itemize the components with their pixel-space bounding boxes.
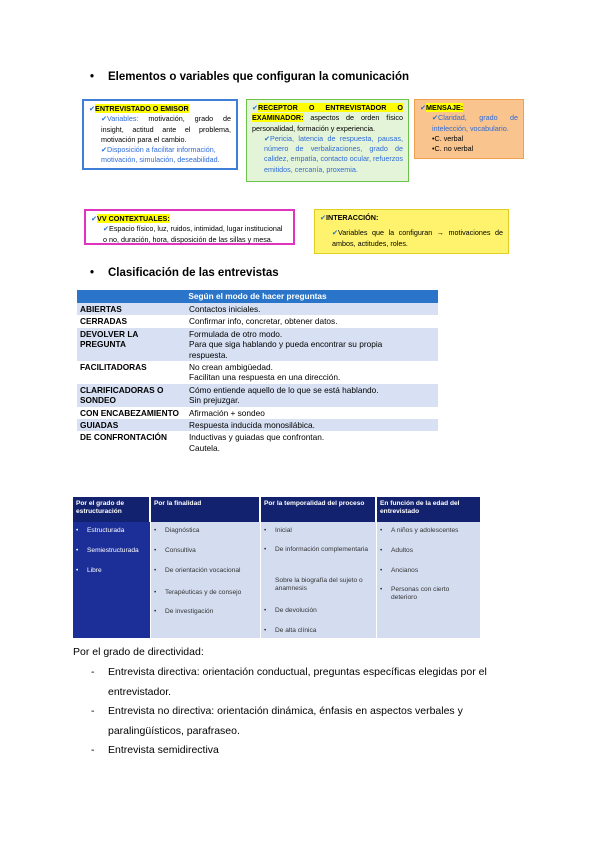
column-estructuracion [73, 497, 151, 638]
column-header: Por la finalidad [151, 497, 260, 522]
row-key: ABIERTAS [77, 303, 186, 315]
row-key: GUIADAS [77, 419, 186, 431]
directividad-item-2: Entrevista no directiva: orientación dinámica, énfasis en aspectos verbales y paralingüísticos, parafraseo. [108, 705, 463, 737]
dash-bullet: - [91, 666, 95, 678]
bullet-dot: • [90, 71, 95, 83]
row-value-line: Cautela. [189, 442, 220, 453]
check-icon: ✔ [101, 114, 108, 124]
list-item: • De alta clínica [264, 627, 317, 634]
bullet-dot: • [154, 567, 157, 574]
check-icon: ✔ [91, 214, 98, 223]
row-value-line: Formulada de otro modo. [189, 328, 283, 339]
row-value-line: Cómo entiende aquello de lo que se está hablando. [189, 384, 379, 395]
check-icon: ✔ [264, 133, 271, 143]
section-heading-clasificacion: • Clasificación de las entrevistas [90, 267, 279, 279]
row-value [186, 328, 438, 361]
box-contextuales-line1: ✔Espacio físico, luz, ruidos, intimidad, lugar institucional o no, duración, hora, disposición de las sillas y mesa. [103, 224, 283, 244]
column-temporalidad [261, 497, 377, 638]
bullet-dot: • [264, 627, 267, 634]
row-value-line: Respuesta inducida monosilábica. [189, 420, 315, 431]
box-mensaje-title: ✔MENSAJE: [420, 103, 464, 112]
box-entrevistado [82, 99, 238, 170]
directividad-item-3: Entrevista semidirectiva [108, 744, 219, 756]
list-item: • Inicial [264, 527, 292, 534]
check-icon: ✔ [432, 113, 439, 123]
list-item: • A niños y adolescentes [380, 527, 459, 534]
row-key: CON ENCABEZAMIENTO [77, 407, 186, 419]
row-value [186, 407, 438, 419]
box-mensaje [414, 99, 524, 159]
column-header: En función de la edad del entrevistado [377, 497, 480, 522]
check-icon: ✔ [320, 213, 327, 222]
dash-bullet: - [91, 744, 95, 756]
row-key: FACILITADORAS [77, 361, 186, 384]
row-key: CERRADAS [77, 315, 186, 327]
box-mensaje-line2: •C. verbal [432, 133, 464, 143]
bullet-dot: • [380, 527, 383, 534]
row-value-line: respuesta. [189, 349, 228, 360]
bullet-dot: • [76, 547, 79, 554]
bullet-dot: • [76, 527, 79, 534]
box-receptor-line2: ✔Pericia, latencia de respuesta, pausas, número de verbalizaciones, grado de calidez, empatía, contacto ocular, refuerzos emitidos, cercanía, proxemia. [264, 133, 403, 174]
list-item: • Semiestructurada [76, 547, 139, 554]
box-contextuales-title: ✔VV CONTEXTUALES: [91, 214, 170, 223]
table-row [77, 407, 438, 419]
row-value-line: Para que siga hablando y pueda encontrar su propia [189, 339, 383, 350]
list-item: • Consultiva [154, 547, 196, 554]
box-contextuales [84, 209, 295, 245]
box-entrevistado-line1: ✔Variables: motivación, grado de insight, actitud ante el problema, motivación para el cambio. [101, 114, 231, 144]
list-item: • Libre [76, 567, 102, 574]
box-interaccion-title: ✔INTERACCIÓN: [320, 213, 379, 222]
directividad-intro: Por el grado de directividad: [73, 646, 204, 658]
list-item: • Terapéuticas y de consejo [154, 589, 242, 596]
box-mensaje-line1: ✔Claridad, grado de intelección, vocabulario. [432, 113, 518, 133]
row-value [186, 315, 438, 327]
list-item: • De información complementaria [264, 546, 369, 553]
column-edad [377, 497, 480, 638]
box-interaccion [314, 209, 509, 254]
check-icon: ✔ [89, 104, 96, 113]
list-item: • Personas con cierto deterioro [380, 586, 450, 602]
table-row [77, 328, 438, 361]
list-item: • Ancianos [380, 567, 419, 574]
bullet-dot: • [380, 567, 383, 574]
table-row [77, 419, 438, 431]
row-value-line: Confirmar info, concretar, obtener datos. [189, 316, 338, 327]
row-value [186, 303, 438, 315]
check-icon: ✔ [420, 103, 427, 112]
list-item: • De investigación [154, 608, 214, 615]
row-value [186, 361, 438, 384]
table-row [77, 315, 438, 327]
bullet-dot: • [90, 267, 95, 279]
row-value-line: Facilitan una respuesta en una dirección. [189, 372, 341, 383]
list-item: • De orientación vocacional [154, 567, 241, 574]
box-entrevistado-line2: ✔Disposición a facilitar información, motivación, simulación, deseabilidad. [101, 145, 220, 165]
row-value-line: Contactos iniciales. [189, 304, 261, 314]
dash-bullet: - [91, 705, 95, 717]
table-row [77, 361, 438, 384]
bullet-dot: • [154, 589, 157, 596]
column-header: Por la temporalidad del proceso [261, 497, 376, 522]
list-item: • Estructurada [76, 527, 125, 534]
column-header: Por el grado de estructuración [73, 497, 150, 522]
table-header: Según el modo de hacer preguntas [77, 290, 438, 303]
list-item: • Diagnóstica [154, 527, 200, 534]
box-receptor-title: ✔RECEPTOR O ENTREVISTADOR O EXAMINADOR: aspectos de orden físico personalidad, formación y experiencia. [252, 103, 403, 133]
row-value-line: Inductivas y guiadas que confrontan. [189, 432, 325, 443]
row-value [186, 419, 438, 431]
row-key: DE CONFRONTACIÓN [77, 431, 186, 454]
row-value [186, 431, 438, 454]
bullet-dot: • [264, 546, 267, 553]
bullet-dot: • [76, 567, 79, 574]
list-item: • Adultos [380, 547, 413, 554]
check-icon: ✔ [332, 228, 339, 238]
check-icon: ✔ [101, 145, 108, 155]
box-entrevistado-title: ✔ENTREVISTADO O EMISOR [89, 104, 189, 113]
list-item: • De devolución [264, 607, 317, 614]
row-value [186, 384, 438, 407]
table-clasificaciones [73, 497, 480, 638]
table-row [77, 384, 438, 407]
bullet-dot: • [154, 527, 157, 534]
list-item: Sobre la biografía del sujeto o anamnesis [275, 577, 363, 593]
bullet-dot: • [264, 527, 267, 534]
table-modo-preguntas [77, 290, 438, 454]
bullet-dot: • [264, 607, 267, 614]
table-row [77, 431, 438, 454]
directividad-item-1: Entrevista directiva: orientación conductual, preguntas específicas elegidas por el entrevistador. [108, 666, 487, 698]
row-key: CLARIFICADORAS O SONDEO [77, 384, 186, 407]
bullet-dot: • [380, 547, 383, 554]
row-key: DEVOLVER LA PREGUNTA [77, 328, 186, 361]
row-value-line: No crean ambigüedad. [189, 362, 273, 373]
column-finalidad [151, 497, 261, 638]
row-value-line: Sin prejuzgar. [189, 395, 240, 406]
check-icon: ✔ [103, 224, 110, 234]
bullet-dot: • [154, 547, 157, 554]
box-receptor [246, 99, 409, 182]
bullet-dot: • [154, 608, 157, 615]
box-mensaje-line3: •C. no verbal [432, 144, 474, 154]
box-interaccion-line1: ✔Variables que la configuran → motivaciones de ambos, actitudes, roles. [332, 228, 503, 248]
section-heading-elementos: • Elementos o variables que configuran la comunicación [90, 71, 409, 83]
table-row [77, 303, 438, 315]
check-icon: ✔ [252, 103, 259, 112]
bullet-dot: • [380, 586, 383, 593]
row-value-line: Afirmación + sondeo [189, 407, 265, 418]
